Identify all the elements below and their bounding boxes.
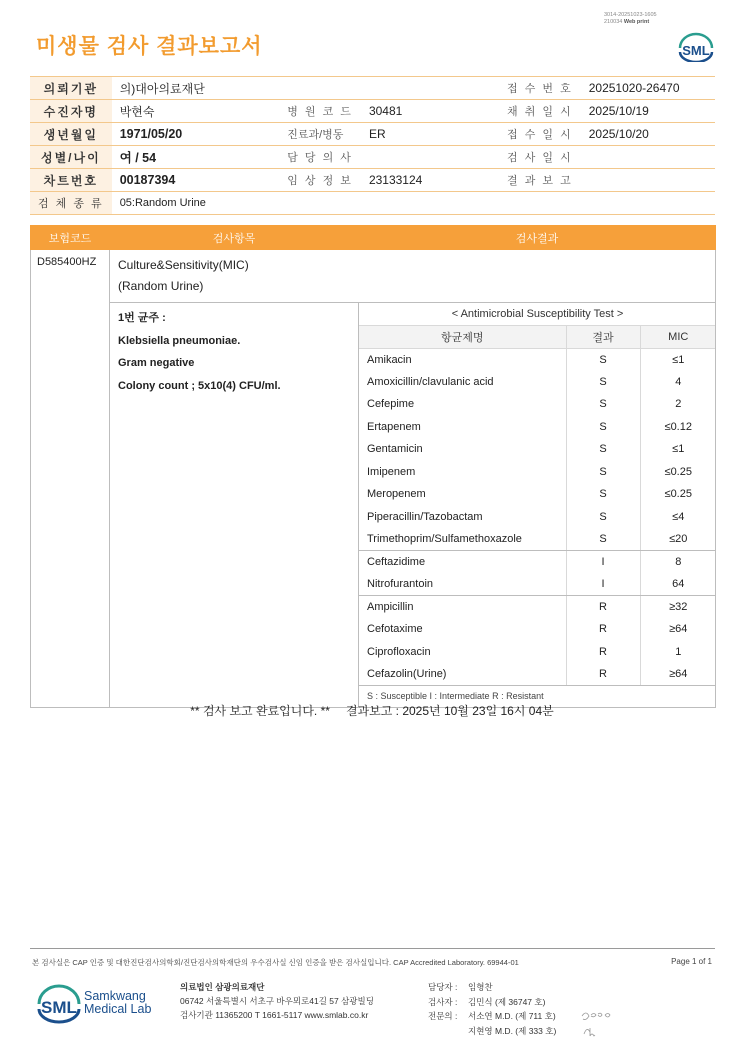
ast-row: [359, 551, 716, 574]
insurance-code: D585400HZ: [31, 250, 110, 708]
patient-label: 수진자명: [30, 100, 112, 123]
completion-text: ** 검사 보고 완료입니다. **: [190, 704, 330, 718]
test-item-specimen: (Random Urine): [118, 279, 204, 293]
staff-row: [428, 995, 556, 1010]
results-table: [30, 225, 716, 708]
receive-date-value: 2025/10/20: [581, 123, 715, 146]
susceptibility: S: [566, 416, 640, 439]
sex-age-label: 성별/나이: [30, 146, 112, 169]
print-id: [604, 12, 657, 25]
ast-row: [359, 573, 716, 596]
susceptibility: I: [566, 573, 640, 596]
mic-value: 4: [640, 371, 716, 394]
mic-value: ≤1: [640, 438, 716, 461]
mic-value: ≤4: [640, 506, 716, 529]
staff-name: 지현영 M.D. (제 333 호): [468, 1025, 557, 1036]
mic-header: MIC: [640, 326, 716, 349]
footer-logo-text: SML: [41, 998, 77, 1017]
ast-row: [359, 461, 716, 484]
drug-name: Amikacin: [367, 353, 412, 366]
gram-stain: Gram negative: [118, 357, 195, 369]
sml-logo: [676, 30, 716, 67]
drug-name: Ciprofloxacin: [367, 645, 431, 658]
ast-row: [359, 416, 716, 439]
company-name-1: Samkwang: [84, 989, 146, 1003]
ast-row: [359, 348, 716, 371]
mic-value: ≥32: [640, 596, 716, 619]
mic-value: 1: [640, 641, 716, 664]
colony-count: Colony count ; 5x10(4) CFU/ml.: [118, 379, 281, 392]
result-header: 검사결과: [359, 226, 716, 250]
susceptibility: S: [566, 506, 640, 529]
footer-divider: [30, 948, 715, 949]
ast-result-header: 결과: [566, 326, 640, 349]
sex-age-value: 여 / 54: [112, 146, 280, 169]
drug-name: Amoxicillin/clavulanic acid: [367, 375, 494, 388]
drug-name: Trimethoprim/Sulfamethoxazole: [359, 528, 566, 551]
ast-row: [359, 371, 716, 394]
drug-name: Imipenem: [367, 465, 416, 478]
hospital-code-value: 30481: [361, 100, 499, 123]
susceptibility: S: [566, 348, 640, 371]
accreditation-note: 본 검사실은 CAP 인증 및 대한진단검사의학회/진단검사의학재단의 우수검사실 신임 인증을 받은 검사실입니다. CAP Accredited Laboratory. 69944-01: [32, 958, 519, 967]
mic-value: ≥64: [640, 618, 716, 641]
ast-table: [359, 303, 716, 707]
staff-name: 임형찬: [468, 982, 493, 992]
staff-list: [428, 980, 556, 1038]
birth-label: 생년월일: [30, 123, 112, 146]
mic-value: 64: [640, 573, 716, 596]
ast-title: < Antimicrobial Susceptibility Test >: [359, 303, 716, 326]
susceptibility: R: [566, 596, 640, 619]
staff-row: [428, 1009, 556, 1024]
organism-info: [110, 303, 359, 708]
mic-value: ≤0.25: [640, 483, 716, 506]
web-print-label: Web print: [623, 18, 650, 25]
organism-label: 1번 균주 :: [118, 312, 166, 324]
test-date-value: [581, 146, 715, 169]
print-id-line1: 3014-20251023-1605: [604, 12, 657, 18]
drug-name: Nitrofurantoin: [359, 573, 566, 596]
ast-row: [359, 663, 716, 686]
staff-role: 검사자 :: [428, 996, 458, 1007]
mic-value: ≤0.25: [640, 461, 716, 484]
ast-row: [359, 641, 716, 664]
test-item-name: Culture&Sensitivity(MIC): [118, 258, 249, 272]
mic-value: ≤20: [640, 528, 716, 551]
susceptibility: R: [566, 641, 640, 664]
code-header: 보험코드: [31, 226, 110, 250]
report-value: [581, 169, 715, 192]
ast-row: [359, 483, 716, 506]
staff-role: 담당자 :: [428, 982, 458, 992]
doctor-label: 담 당 의 사: [279, 146, 361, 169]
ast-row: [359, 596, 716, 619]
company-name: [84, 990, 151, 1016]
drug-name: Ertapenem: [367, 420, 421, 433]
staff-name: 김민식 (제 36747 호): [468, 996, 546, 1007]
mic-value: ≤1: [640, 348, 716, 371]
drug-name: Meropenem: [367, 488, 426, 501]
staff-row: [428, 1024, 556, 1039]
collect-date-label: 채 취 일 시: [499, 100, 581, 123]
susceptibility: S: [566, 528, 640, 551]
company-name-2: Medical Lab: [84, 1002, 152, 1016]
contact: 검사기관 11365200 T 1661-5117 www.smlab.co.kr: [180, 1010, 369, 1020]
report-label: 결 과 보 고: [499, 169, 581, 192]
doctor-value: [361, 146, 499, 169]
address: 06742 서울특별시 서초구 바우뫼로41길 57 삼광빌딩: [180, 996, 374, 1006]
footer-logo: [36, 980, 82, 1029]
page-number: Page 1 of 1: [671, 957, 712, 966]
ast-row: [359, 393, 716, 416]
susceptibility: I: [566, 551, 640, 574]
susceptibility: S: [566, 483, 640, 506]
item-header: 검사항목: [110, 226, 359, 250]
drug-name: Gentamicin: [367, 443, 423, 456]
institution-value: 의)대아의료재단: [112, 77, 499, 100]
ast-row: [359, 618, 716, 641]
mic-value: 8: [640, 551, 716, 574]
ast-row: [359, 438, 716, 461]
drug-name: Cefepime: [367, 398, 415, 411]
drug-name: Cefotaxime: [367, 623, 423, 636]
staff-role: [428, 1024, 468, 1039]
patient-value: 박현숙: [112, 100, 280, 123]
signature: [578, 1006, 614, 1045]
hospital-code-label: 병 원 코 드: [279, 100, 361, 123]
drug-name: Cefazolin(Urine): [359, 663, 566, 686]
clinical-value: 23133124: [361, 169, 499, 192]
mic-value: ≤0.12: [640, 416, 716, 439]
clinical-label: 임 상 정 보: [279, 169, 361, 192]
specimen-value: 05:Random Urine: [112, 192, 715, 215]
mic-value: ≥64: [640, 663, 716, 686]
drug-name: Piperacillin/Tazobactam: [367, 510, 483, 523]
org-name: 의료법인 삼광의료재단: [180, 982, 265, 992]
collect-date-value: 2025/10/19: [581, 100, 715, 123]
susceptibility: S: [566, 371, 640, 394]
drug-name: Ampicillin: [367, 601, 414, 613]
ast-legend: S : Susceptible I : Intermediate R : Resistant: [367, 691, 544, 702]
susceptibility: R: [566, 618, 640, 641]
chart-label: 차트번호: [30, 169, 112, 192]
print-id-line2: 210034: [604, 18, 623, 25]
dept-value: ER: [361, 123, 499, 146]
receipt-no-label: 접 수 번 호: [499, 77, 581, 100]
organism-name: Klebsiella pneumoniae.: [118, 334, 241, 347]
mic-value: 2: [640, 393, 716, 416]
staff-row: [428, 980, 556, 995]
receive-date-label: 접 수 일 시: [499, 123, 581, 146]
ast-row: [359, 528, 716, 551]
test-date-label: 검 사 일 시: [499, 146, 581, 169]
test-item: [110, 250, 716, 303]
completion-line: [0, 702, 744, 719]
ast-row: [359, 506, 716, 529]
sml-logo-text: SML: [682, 43, 710, 58]
company-address: [180, 980, 374, 1022]
susceptibility: S: [566, 438, 640, 461]
chart-value: 00187394: [112, 169, 280, 192]
patient-info-table: [30, 76, 715, 215]
staff-name: 서소연 M.D. (제 711 호): [468, 1011, 556, 1021]
susceptibility: S: [566, 393, 640, 416]
report-time: 결과보고 : 2025년 10월 23일 16시 04분: [345, 704, 554, 718]
institution-label: 의뢰기관: [30, 77, 112, 100]
birth-value: 1971/05/20: [112, 123, 280, 146]
specimen-label: 검 체 종 류: [30, 192, 112, 215]
drug-name: Ceftazidime: [367, 556, 426, 568]
staff-role: 전문의 :: [428, 1011, 458, 1021]
susceptibility: S: [566, 461, 640, 484]
ast-cell: [359, 303, 716, 708]
susceptibility: R: [566, 663, 640, 686]
page-title: 미생물 검사 결과보고서: [36, 35, 263, 58]
receipt-no-value: 20251020-26470: [581, 77, 715, 100]
drug-header: 항균제명: [359, 326, 566, 349]
dept-label: 진료과/병동: [279, 123, 361, 146]
